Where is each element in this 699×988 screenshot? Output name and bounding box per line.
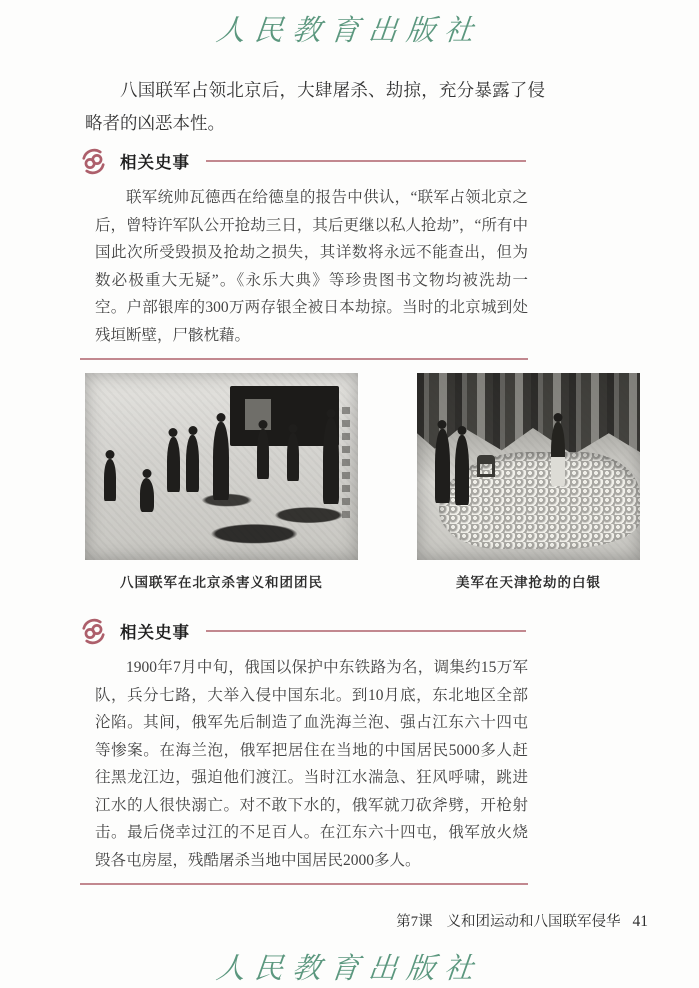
- related-history-box-1: [80, 147, 528, 360]
- ruined-street-shape: [417, 373, 640, 459]
- double-spiral-circle-icon: [80, 618, 107, 645]
- publisher-logo-bottom: 人民教育出版社: [214, 951, 485, 985]
- silver-pile-shape: [439, 452, 640, 549]
- silhouette-soldier: [323, 418, 339, 504]
- page-footer: [396, 910, 648, 931]
- heading-rule: [206, 160, 526, 162]
- silhouette: [287, 433, 299, 481]
- photo-caption: 美军在天津抢劫的白银: [456, 575, 601, 590]
- chair-shape: [477, 455, 495, 477]
- lesson-number: 第7课: [396, 914, 433, 930]
- silhouette-soldier: [435, 429, 450, 503]
- box-bottom-rule: [80, 883, 528, 885]
- box-bottom-rule: [80, 358, 528, 360]
- double-spiral-circle-icon: [80, 148, 107, 175]
- silhouette: [140, 478, 154, 512]
- related-history-text: 1900年7月中旬，俄国以保护中东铁路为名，调集约15万军队，兵分七路，大举入侵中国东北。到10月底，东北地区全部沦陷。其间，俄军先后制造了血洗海兰泡、强占江东六十四屯等惨案。在海兰泡，俄军把居住在当地的中国居民5000多人赶往黑龙江边，强迫他们渡江。当时江水湍急、狂风呼啸，跳进江水的人很快溺亡。对不敢下水的，俄军就刀砍斧劈，开枪射击。最后侥幸过江的不足百人。在江东六十四屯，俄军放火烧毁各屯房屋，残酷屠杀当地中国居民2000多人。: [95, 659, 528, 869]
- figure-looted-silver: [417, 373, 640, 591]
- heading-rule: [206, 630, 526, 632]
- silhouette: [186, 435, 199, 492]
- photo-handwriting-smudge: [342, 407, 350, 519]
- silhouette-man: [551, 422, 565, 486]
- silhouette-executioner: [213, 422, 229, 500]
- photo-caption: 八国联军在北京杀害义和团团民: [120, 575, 323, 590]
- lesson-title: 义和团运动和八国联军侵华: [446, 914, 621, 930]
- silhouette-soldier: [455, 435, 469, 505]
- photo-boxers-execution: [85, 373, 358, 560]
- related-history-header: [80, 617, 528, 645]
- silhouette: [104, 459, 116, 501]
- related-history-text: 联军统帅瓦德西在给德皇的报告中供认，“联军占领北京之后，曾特许军队公开抢劫三日，其后更继以私人抢劫”，“所有中国此次所受毁损及抢劫之损失，其详数将永远不能查出，但为数必极重大无疑”。《永乐大典》等珍贵图书文物均被洗劫一空。户部银库的300万两存银全被日本劫掠。当时的北京城到处残垣断壁，尸骸枕藉。: [95, 189, 528, 344]
- silhouette: [257, 429, 269, 479]
- ruined-building-shape: [230, 386, 339, 446]
- figure-boxers-execution: [85, 373, 358, 591]
- intro-paragraph: 八国联军占领北京后，大肆屠杀、劫掠，充分暴露了侵略者的凶恶本性。: [85, 80, 545, 133]
- page-number: 41: [632, 913, 648, 930]
- related-history-heading: 相关史事: [120, 154, 190, 172]
- photo-looted-silver: [417, 373, 640, 560]
- related-history-header: [80, 147, 528, 175]
- silhouette: [167, 437, 180, 492]
- related-history-box-2: [80, 617, 528, 885]
- publisher-logo-top: 人民教育出版社: [214, 13, 485, 47]
- related-history-heading: 相关史事: [120, 624, 190, 642]
